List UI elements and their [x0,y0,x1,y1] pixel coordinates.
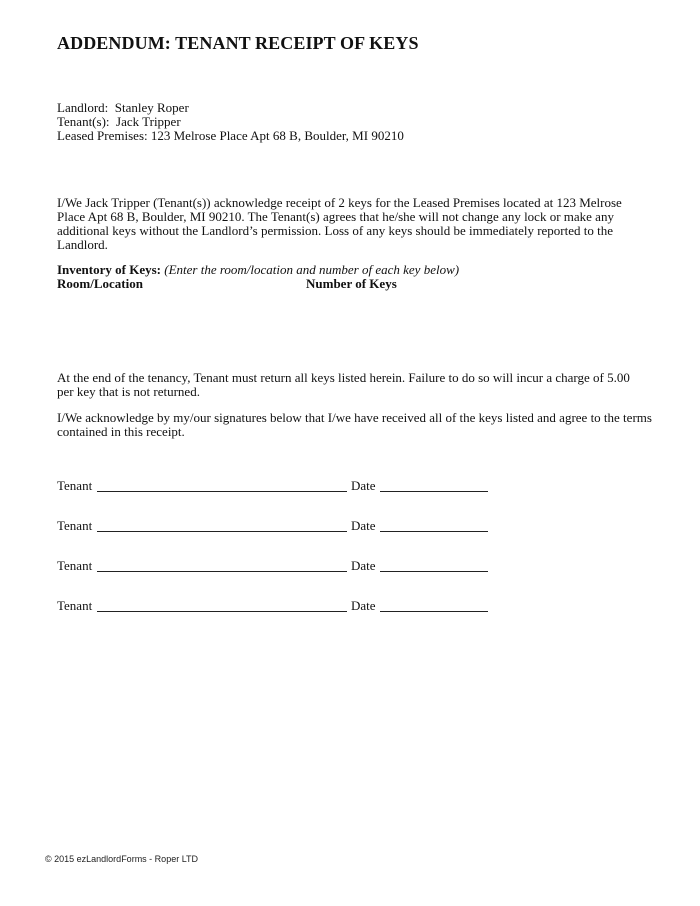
inventory-hint: (Enter the room/location and number of each key below) [164,262,460,277]
date-line[interactable] [380,571,488,572]
signature-row [57,598,497,614]
date-line[interactable] [380,531,488,532]
inventory-section [57,263,459,291]
tenant-label: Tenant [57,598,93,613]
date-line[interactable] [380,611,488,612]
tenant-label: Tenant [57,558,93,573]
inventory-label: Inventory of Keys: [57,262,161,277]
signature-row [57,478,497,494]
date-line[interactable] [380,491,488,492]
tenant-signature-line[interactable] [97,531,347,532]
date-label: Date [351,558,376,573]
date-label: Date [351,478,376,493]
acknowledgment-paragraph: I/We Jack Tripper (Tenant(s)) acknowledge receipt of 2 keys for the Leased Premises located at 123 Melrose Place Apt 68 B, Boulder, MI 90210. The Tenant(s) agrees that he/she will not change any lock or make any additional keys without the Landlord’s permission. Loss of any keys should be immediately reported to the Landlord. [57,195,622,252]
date-label: Date [351,518,376,533]
tenant-signature-line[interactable] [97,611,347,612]
signature-row [57,518,497,534]
premises-line: Leased Premises: 123 Melrose Place Apt 68 B, Boulder, MI 90210 [57,128,404,143]
tenants-line: Tenant(s): Jack Tripper [57,114,181,129]
page-title: ADDENDUM: TENANT RECEIPT OF KEYS [57,33,419,53]
tenant-signature-line[interactable] [97,571,347,572]
agreement-paragraph: I/We acknowledge by my/our signatures below that I/we have received all of the keys listed and agree to the terms contained in this receipt. [57,410,652,439]
landlord-line: Landlord: Stanley Roper [57,100,189,115]
parties-block [57,101,404,143]
return-clause-paragraph: At the end of the tenancy, Tenant must return all keys listed herein. Failure to do so will incur a charge of 5.00 per key that is not returned. [57,370,630,399]
inventory-heading [57,263,459,277]
footer-copyright: © 2015 ezLandlordForms - Roper LTD [45,854,199,864]
date-label: Date [351,598,376,613]
column-room-location: Room/Location [57,276,143,291]
signature-row [57,558,497,574]
tenant-label: Tenant [57,478,93,493]
inventory-columns [57,277,459,291]
tenant-signature-line[interactable] [97,491,347,492]
tenant-label: Tenant [57,518,93,533]
column-number-of-keys: Number of Keys [306,276,397,291]
